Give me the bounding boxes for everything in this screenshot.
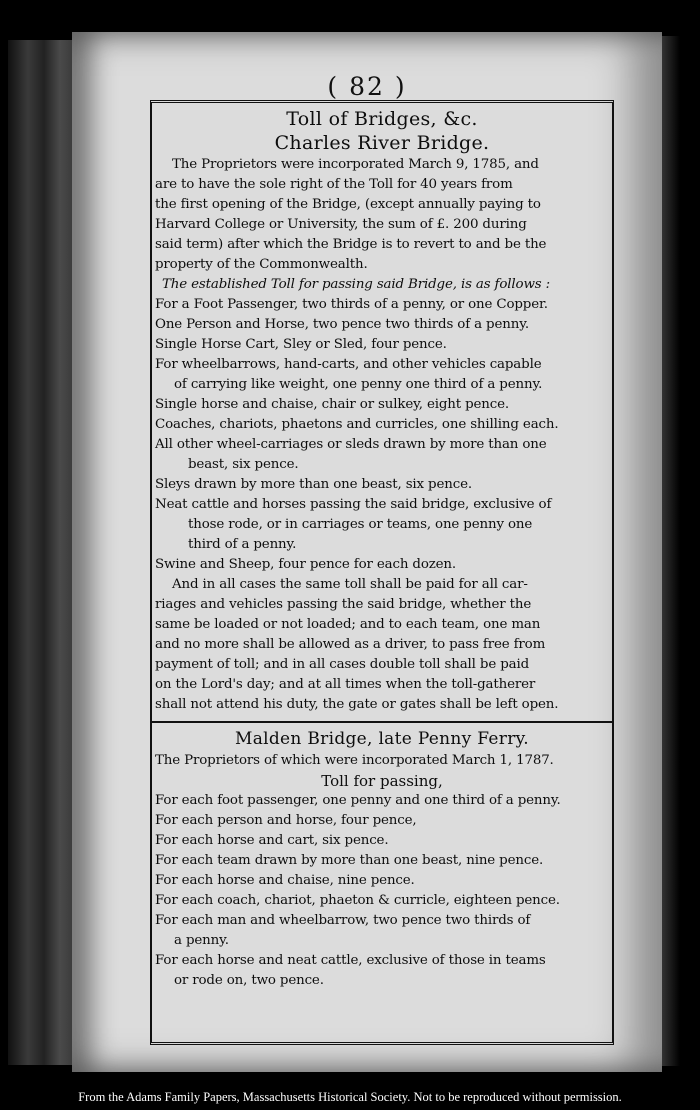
section-divider (152, 721, 612, 723)
toll-line: third of a penny. (188, 537, 297, 552)
toll-line: Single horse and chaise, chair or sulkey, eight pence. (155, 397, 510, 412)
toll-line: those rode, or in carriages or teams, one penny one (188, 517, 533, 532)
toll-line: For each foot passenger, one penny and one third of a penny. (155, 793, 561, 808)
text-line: The Proprietors were incorporated March 9, 1785, and (172, 157, 539, 172)
toll-heading: The established Toll for passing said Bridge, is as follows : (162, 277, 550, 292)
toll-line: For each horse and cart, six pence. (155, 833, 389, 848)
text-line: said term) after which the Bridge is to revert to and be the (155, 237, 547, 252)
toll-line: Neat cattle and horses passing the said bridge, exclusive of (155, 497, 552, 512)
closing-line: on the Lord's day; and at all times when the toll-gatherer (155, 677, 536, 692)
text-line: Harvard College or University, the sum of £. 200 during (155, 217, 527, 232)
page-title: Toll of Bridges, &c. (286, 108, 478, 130)
closing-line: shall not attend his duty, the gate or gates shall be left open. (155, 697, 559, 712)
section-heading-malden: Malden Bridge, late Penny Ferry. (234, 729, 529, 749)
toll-line: For each person and horse, four pence, (155, 813, 417, 828)
toll-line: All other wheel-carriages or sleds drawn by more than one (155, 437, 547, 452)
toll-line: Coaches, chariots, phaetons and curricles, one shilling each. (155, 417, 559, 432)
toll-line: Sleys drawn by more than one beast, six pence. (155, 477, 472, 492)
toll-line: a penny. (174, 933, 229, 948)
toll-line: For each coach, chariot, phaeton & curricle, eighteen pence. (155, 893, 560, 908)
toll-line: or rode on, two pence. (174, 973, 324, 988)
text-line: are to have the sole right of the Toll for 40 years from (155, 177, 513, 192)
closing-line: And in all cases the same toll shall be paid for all car- (172, 577, 528, 592)
toll-line: beast, six pence. (188, 457, 299, 472)
toll-line: For each horse and neat cattle, exclusive of those in teams (155, 953, 546, 968)
page-number: ( 82 ) (327, 72, 407, 101)
toll-line: Swine and Sheep, four pence for each dozen. (155, 557, 456, 572)
toll-line: For wheelbarrows, hand-carts, and other vehicles capable (155, 357, 542, 372)
toll-line: One Person and Horse, two pence two thirds of a penny. (155, 317, 529, 332)
toll-line: For a Foot Passenger, two thirds of a penny, or one Copper. (155, 297, 548, 312)
text-line: the first opening of the Bridge, (except annually paying to (155, 197, 541, 212)
text-frame (150, 100, 614, 1045)
book-page (72, 32, 662, 1072)
text-line: The Proprietors of which were incorporated March 1, 1787. (155, 753, 554, 768)
text-line: property of the Commonwealth. (155, 257, 368, 272)
toll-line: Single Horse Cart, Sley or Sled, four pence. (155, 337, 447, 352)
closing-line: payment of toll; and in all cases double toll shall be paid (155, 657, 530, 672)
copyright-footer: From the Adams Family Papers, Massachusetts Historical Society. Not to be reproduced without permission. (78, 1090, 622, 1104)
toll-line: For each team drawn by more than one beast, nine pence. (155, 853, 544, 868)
closing-line: same be loaded or not loaded; and to each team, one man (155, 617, 541, 632)
section-heading-charles-river: Charles River Bridge. (274, 132, 490, 154)
closing-line: and no more shall be allowed as a driver, to pass free from (155, 637, 546, 652)
toll-heading: Toll for passing, (321, 772, 443, 790)
closing-line: riages and vehicles passing the said bridge, whether the (155, 597, 532, 612)
toll-line: For each man and wheelbarrow, two pence two thirds of (155, 913, 531, 928)
toll-line: of carrying like weight, one penny one third of a penny. (174, 377, 543, 392)
toll-line: For each horse and chaise, nine pence. (155, 873, 415, 888)
